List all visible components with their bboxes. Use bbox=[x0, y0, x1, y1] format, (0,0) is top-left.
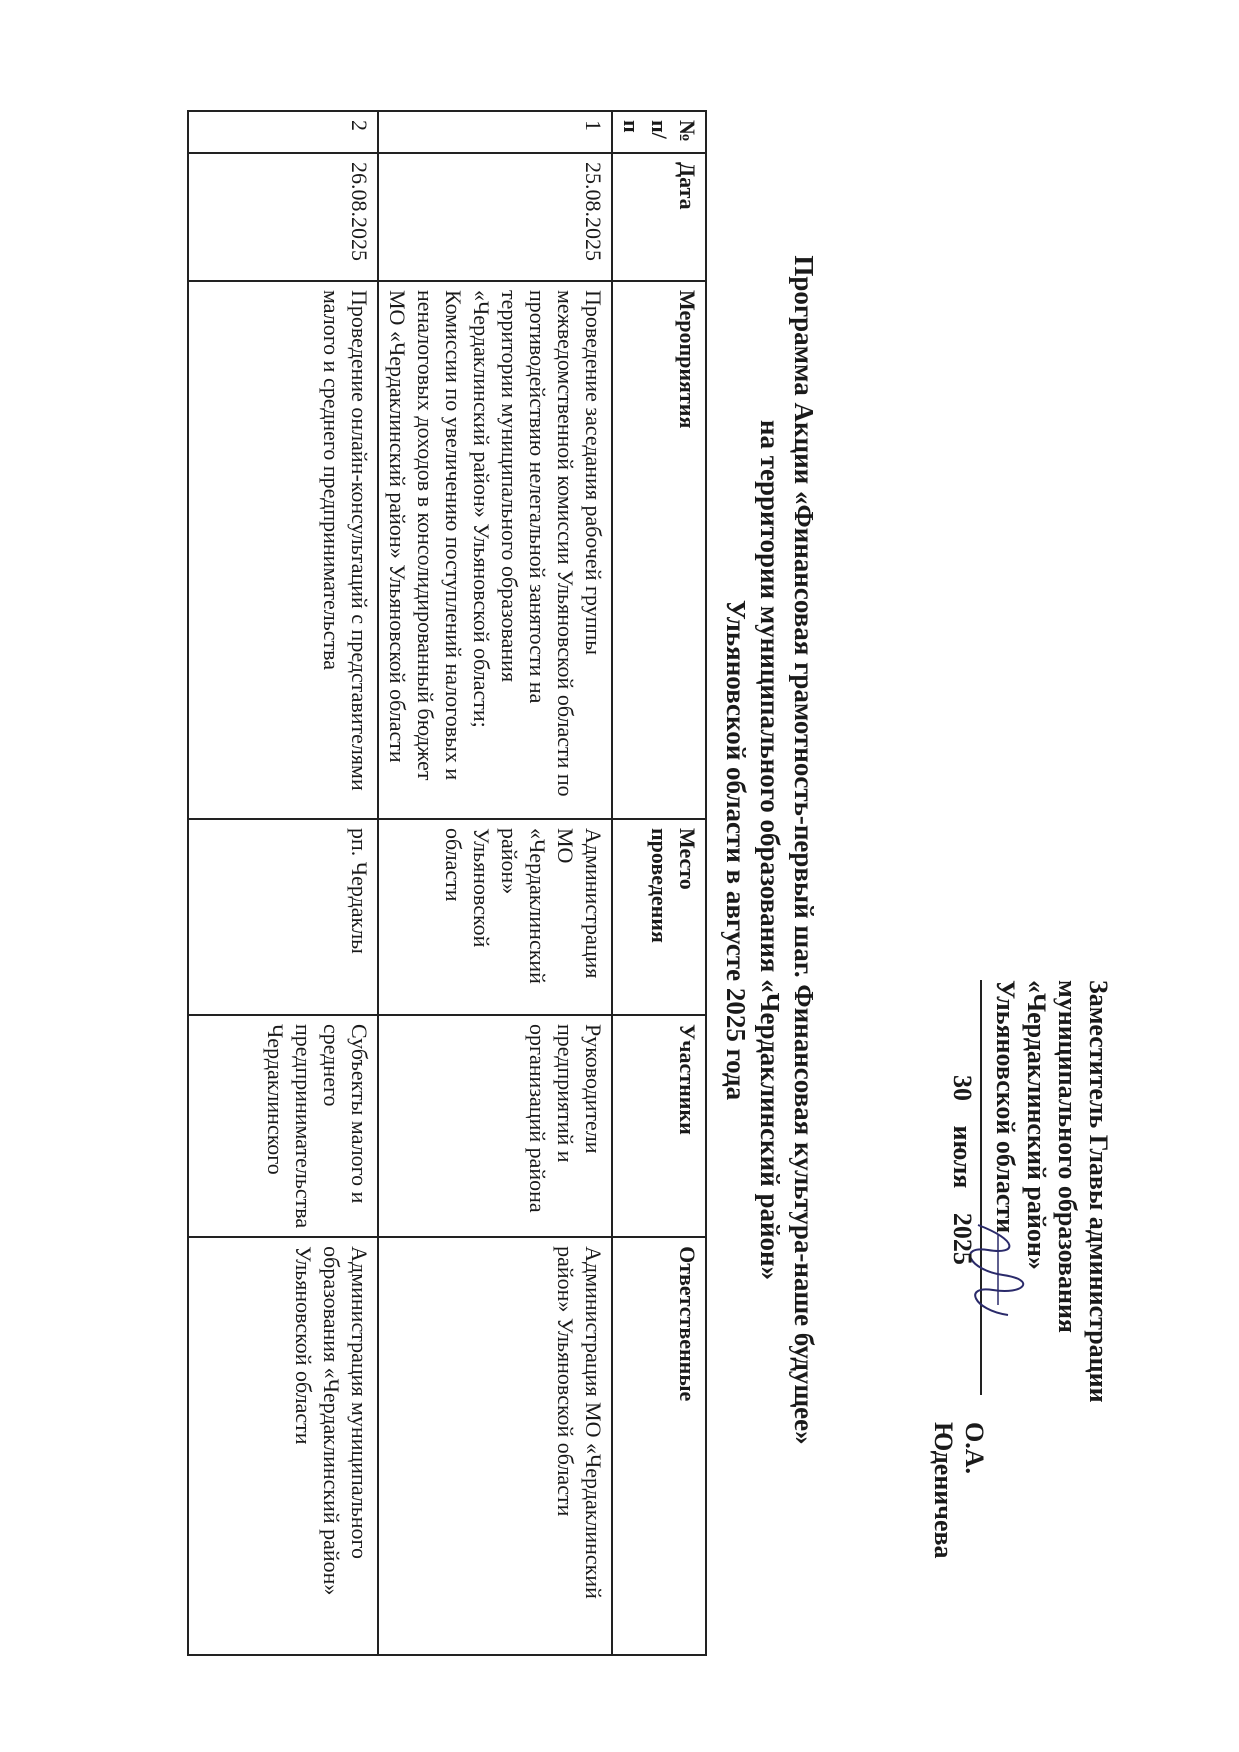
approval-line: Заместитель Главы администрации bbox=[1084, 980, 1113, 1403]
approver-name: О.А. Юденичева bbox=[929, 1422, 989, 1559]
header-date: Дата bbox=[612, 153, 706, 281]
header-event: Мероприятия bbox=[612, 281, 706, 819]
program-table bbox=[187, 110, 707, 1656]
approval-line: муниципального образования bbox=[1053, 980, 1082, 1333]
cell-date: 25.08.2025 bbox=[378, 153, 612, 281]
header-place: Место проведения bbox=[612, 819, 706, 1015]
cell-date: 26.08.2025 bbox=[188, 153, 378, 281]
cell-place: Администрация МО «Чердаклинский район» Ульяновской области bbox=[378, 819, 612, 1015]
cell-num: 2 bbox=[188, 111, 378, 153]
approval-block bbox=[929, 980, 1114, 1600]
table-header-row bbox=[612, 111, 706, 1655]
cell-num: 1 bbox=[378, 111, 612, 153]
approval-line: «Чердаклинский район» bbox=[1022, 980, 1051, 1270]
table-row bbox=[188, 111, 378, 1655]
table-row bbox=[378, 111, 612, 1655]
cell-participants: Субъекты малого и среднего предпринимательства Чердаклинского bbox=[188, 1015, 378, 1237]
cell-responsible: Администрация муниципального образования «Чердаклинский район» Ульяновской области bbox=[188, 1237, 378, 1655]
cell-place: рп. Чердаклы bbox=[188, 819, 378, 1015]
cell-responsible: Администрация МО «Чердаклинский район» Ульяновской области bbox=[378, 1237, 612, 1655]
cell-participants: Руководители предприятий и организаций района bbox=[378, 1015, 612, 1237]
approval-date: 30 июля 2025 bbox=[948, 1075, 977, 1265]
title-line: Программа Акции «Финансовая грамотность-первый шаг. Финансовая культура-наше будущее» bbox=[789, 255, 819, 1445]
signature-line bbox=[980, 980, 982, 1395]
header-num: № п/п bbox=[612, 111, 706, 153]
title-line: на территории муниципального образования «Чердаклинский район» bbox=[755, 419, 785, 1281]
header-participants: Участники bbox=[612, 1015, 706, 1237]
cell-event: Проведение заседания рабочей группы межведомственной комиссии Ульяновской области по противодействию нелегальной занятости на территории муниципального образования «Чердаклинский район» Ульяновской области; Комиссии по увеличению поступлений налоговых и неналоговых доходов в консолидированный бюджет МО «Чердаклинский район» Ульяновской области bbox=[378, 281, 612, 819]
header-responsible: Ответственные bbox=[612, 1237, 706, 1655]
approval-line: Ульяновской области bbox=[991, 980, 1020, 1234]
cell-event: Проведение онлайн-консультаций с представителями малого и среднего предпринимательства bbox=[188, 281, 378, 819]
approval-date-row bbox=[929, 980, 989, 1600]
document-title bbox=[719, 150, 821, 1550]
title-line: Ульяновской области в августе 2025 года bbox=[721, 599, 751, 1101]
